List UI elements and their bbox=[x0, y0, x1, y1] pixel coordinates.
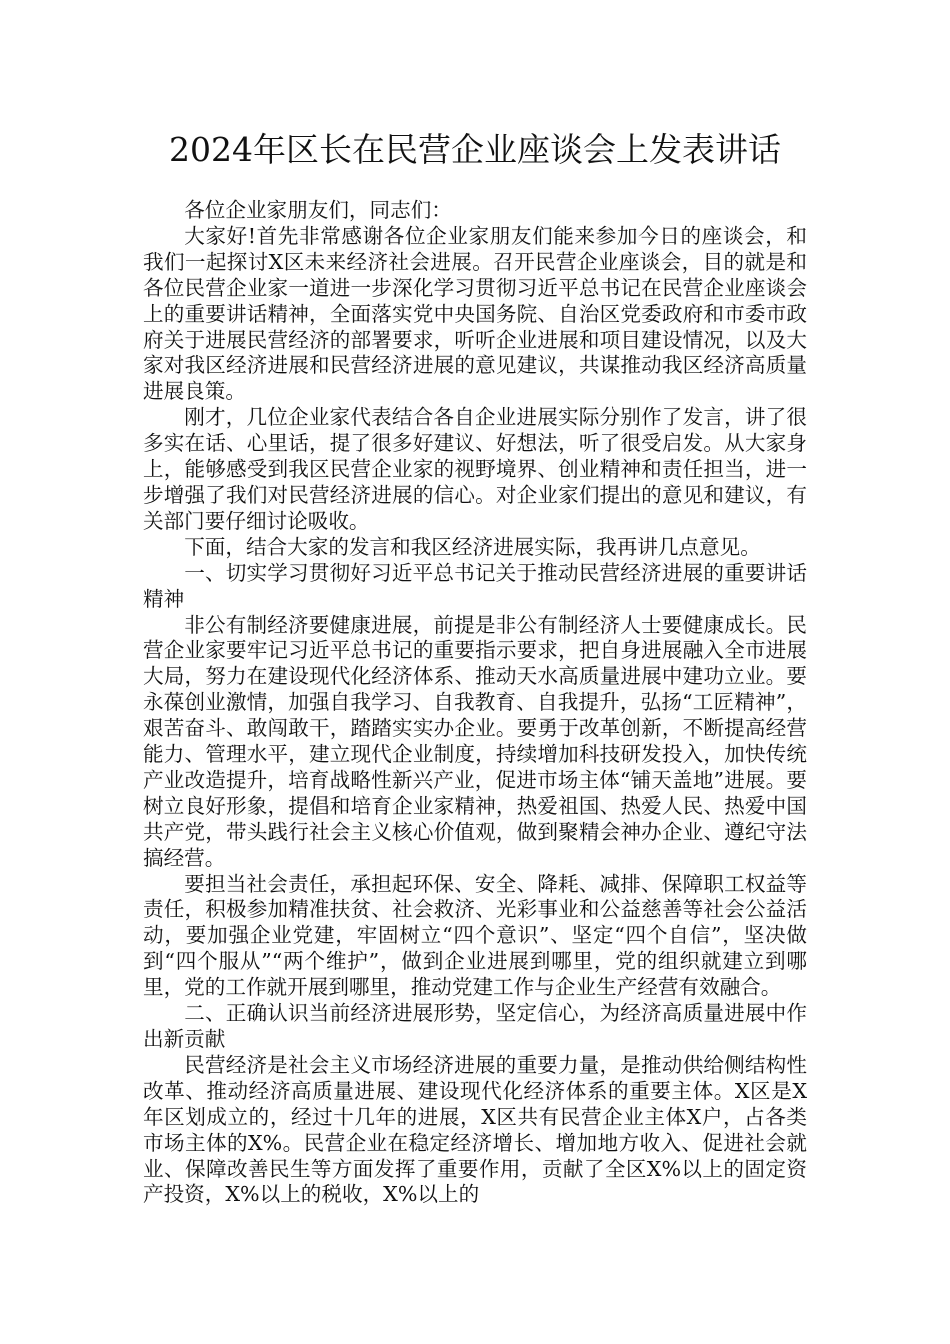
paragraph-section-2a: 民营经济是社会主义市场经济进展的重要力量，是推动供给侧结构性改革、推动经济高质量进展、建设现代化经济体系的重要主体。X区是X年区划成立的，经过十几年的进展，X区共有民营企业主体X户，占各类市场主体的X%。民营企业在稳定经济增长、增加地方收入、促进社会就业、保障改善民生等方面发挥了重要作用，贡献了全区X%以上的固定资产投资，X%以上的税收，X%以上的 bbox=[143, 1052, 807, 1207]
section-heading-1: 一、切实学习贯彻好习近平总书记关于推动民营经济进展的重要讲话精神 bbox=[143, 560, 807, 611]
document-body bbox=[143, 198, 807, 1208]
document-title: 2024年区长在民营企业座谈会上发表讲话 bbox=[169, 130, 781, 169]
paragraph-feedback: 刚才，几位企业家代表结合各自企业进展实际分别作了发言，讲了很多实在话、心里话，提了很多好建议、好想法，听了很受启发。从大家身上，能够感受到我区民营企业家的视野境界、创业精神和责任担当，进一步增强了我们对民营经济进展的信心。对企业家们提出的意见和建议，有关部门要仔细讨论吸收。 bbox=[143, 405, 807, 533]
paragraph-section-1b: 要担当社会责任，承担起环保、安全、降耗、减排、保障职工权益等责任，积极参加精准扶贫、社会救济、光彩事业和公益慈善等社会公益活动，要加强企业党建，牢固树立“四个意识”、坚定“四个自信”，坚决做到“四个服从”“两个维护”，做到企业进展到哪里，党的组织就建立到哪里，党的工作就开展到哪里，推动党建工作与企业生产经营有效融合。 bbox=[143, 871, 807, 1000]
salutation: 各位企业家朋友们，同志们： bbox=[184, 198, 452, 222]
paragraph-opening: 大家好!首先非常感谢各位企业家朋友们能来参加今日的座谈会，和我们一起探讨X区未来经济社会进展。召开民营企业座谈会，目的就是和各位民营企业家一道进一步深化学习贯彻习近平总书记在民营企业座谈会上的重要讲话精神，全面落实党中央国务院、自治区党委政府和市委市政府关于进展民营经济的部署要求，听听企业进展和项目建设情况，以及大家对我区经济进展和民营经济进展的意见建议，共谋推动我区经济高质量进展良策。 bbox=[143, 223, 807, 404]
paragraph-section-1a: 非公有制经济要健康进展，前提是非公有制经济人士要健康成长。民营企业家要牢记习近平总书记的重要指示要求，把自身进展融入全市进展大局，努力在建设现代化经济体系、推动天水高质量进展中建功立业。要永葆创业激情，加强自我学习、自我教育、自我提升，弘扬“工匠精神”，艰苦奋斗、敢闯敢干，踏踏实实办企业。要勇于改革创新，不断提高经营能力、管理水平，建立现代企业制度，持续增加科技研发投入，加快传统产业改造提升，培育战略性新兴产业，促进市场主体“铺天盖地”进展。要树立良好形象，提倡和培育企业家精神，热爱祖国、热爱人民、热爱中国共产党，带头践行社会主义核心价值观，做到聚精会神办企业、遵纪守法搞经营。 bbox=[143, 612, 807, 870]
paragraph-transition: 下面，结合大家的发言和我区经济进展实际，我再讲几点意见。 bbox=[184, 534, 761, 559]
section-heading-2: 二、正确认识当前经济进展形势，坚定信心，为经济高质量进展中作出新贡献 bbox=[143, 1001, 807, 1051]
